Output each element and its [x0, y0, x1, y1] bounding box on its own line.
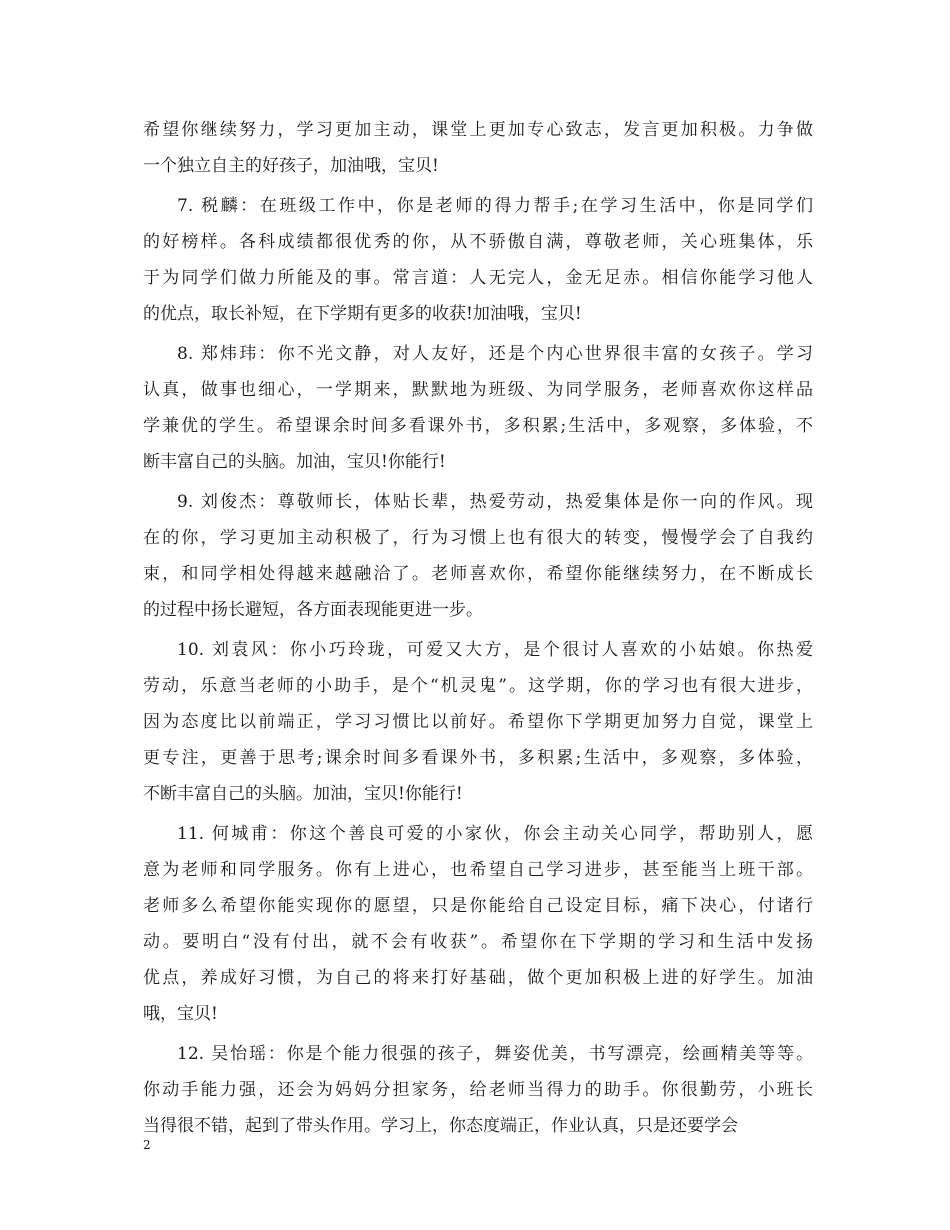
text-line: 哦，宝贝!	[143, 1004, 218, 1024]
document-body	[143, 112, 813, 1144]
text-line: 学兼优的学生。希望课余时间多看课外书，多积累;生活中，多观察，多体验，不	[143, 416, 813, 436]
text-line: 老师多么希望你能实现你的愿望，只是你能给自己设定目标，痛下决心，付诸行	[143, 896, 813, 916]
text-line: 希望你继续努力，学习更加主动，课堂上更加专心致志，发言更加积极。力争做	[143, 120, 813, 140]
paragraph	[143, 112, 813, 184]
text-line: 当得很不错，起到了带头作用。学习上，你态度端正，作业认真，只是还要学会	[143, 1116, 738, 1136]
paragraph	[143, 632, 813, 812]
text-line: 8. 郑炜玮：你不光文静，对人友好，还是个内心世界很丰富的女孩子。学习	[177, 344, 813, 364]
paragraph	[143, 484, 813, 628]
text-line: 于为同学们做力所能及的事。常言道：人无完人，金无足赤。相信你能学习他人	[143, 268, 813, 288]
text-line: 意为老师和同学服务。你有上进心，也希望自己学习进步，甚至能当上班干部。	[143, 860, 813, 880]
text-line: 劳动，乐意当老师的小助手，是个“机灵鬼”。这学期，你的学习也有很大进步，	[143, 676, 813, 696]
text-line: 动。要明白“没有付出，就不会有收获”。希望你在下学期的学习和生活中发扬	[143, 932, 813, 952]
text-line: 优点，养成好习惯，为自己的将来打好基础，做个更加积极上进的好学生。加油	[143, 968, 813, 988]
text-line: 在的你，学习更加主动积极了，行为习惯上也有很大的转变，慢慢学会了自我约	[143, 528, 813, 548]
text-line: 更专注，更善于思考;课余时间多看课外书，多积累;生活中，多观察，多体验，	[143, 748, 813, 768]
text-line: 认真，做事也细心，一学期来，默默地为班级、为同学服务，老师喜欢你这样品	[143, 380, 813, 400]
text-line: 你动手能力强，还会为妈妈分担家务，给老师当得力的助手。你很勤劳，小班长	[143, 1080, 813, 1100]
page-number: 2	[143, 1138, 151, 1152]
text-line: 12. 吴怡瑶：你是个能力很强的孩子，舞姿优美，书写漂亮，绘画精美等等。	[177, 1044, 813, 1064]
text-line: 的过程中扬长避短，各方面表现能更进一步。	[143, 600, 483, 620]
text-line: 11. 何城甫：你这个善良可爱的小家伙，你会主动关心同学，帮助别人，愿	[177, 824, 813, 844]
text-line: 的优点，取长补短，在下学期有更多的收获!加油哦，宝贝!	[143, 304, 582, 324]
text-line: 因为态度比以前端正，学习习惯比以前好。希望你下学期更加努力自觉，课堂上	[143, 712, 813, 732]
paragraph	[143, 1036, 813, 1144]
text-line: 不断丰富自己的头脑。加油，宝贝!你能行!	[143, 784, 463, 804]
paragraph	[143, 188, 813, 332]
paragraph	[143, 336, 813, 480]
text-line: 10. 刘袁风：你小巧玲珑，可爱又大方，是个很讨人喜欢的小姑娘。你热爱	[177, 640, 813, 660]
text-line: 7. 税麟：在班级工作中，你是老师的得力帮手;在学习生活中，你是同学们	[177, 196, 813, 216]
text-line: 束，和同学相处得越来越融洽了。老师喜欢你，希望你能继续努力，在不断成长	[143, 564, 813, 584]
text-line: 一个独立自主的好孩子，加油哦，宝贝!	[143, 156, 439, 176]
text-line: 9. 刘俊杰：尊敬师长，体贴长辈，热爱劳动，热爱集体是你一向的作风。现	[177, 492, 813, 512]
text-line: 断丰富自己的头脑。加油，宝贝!你能行!	[143, 452, 446, 472]
text-line: 的好榜样。各科成绩都很优秀的你，从不骄傲自满，尊敬老师，关心班集体，乐	[143, 232, 813, 252]
paragraph	[143, 816, 813, 1032]
